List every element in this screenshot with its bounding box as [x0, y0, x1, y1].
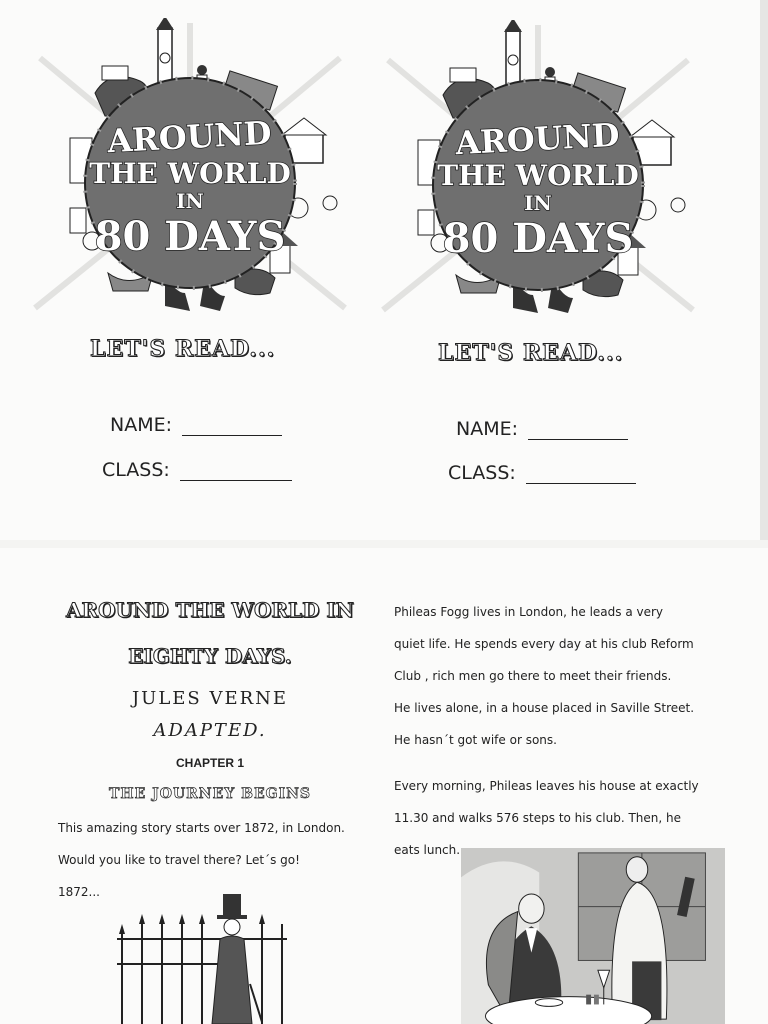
name-field-row [110, 414, 282, 436]
year-line: 1872... [58, 885, 100, 899]
emblem-line2: THE WORLD [89, 157, 291, 190]
class-field-row [448, 462, 636, 484]
emblem-line4: 80 DAYS [94, 213, 286, 260]
paragraph-line: He hasn´t got wife or sons. [394, 733, 557, 747]
emblem-line1: AROUND [106, 113, 273, 161]
class-field-row [102, 459, 292, 481]
name-label: NAME: [456, 418, 519, 440]
emblem-line1: AROUND [454, 115, 621, 163]
name-blank[interactable] [182, 419, 282, 436]
story-title-line1: AROUND THE WORLD IN [65, 598, 355, 622]
story-sheet [0, 548, 768, 1024]
paragraph-line: 11.30 and walks 576 steps to his club. Then, he [394, 811, 682, 825]
emblem-line3: IN [176, 189, 204, 213]
lets-read-heading: LET'S READ... [90, 336, 276, 362]
intro-line: This amazing story starts over 1872, in London. [58, 821, 345, 835]
paragraph-line: eats lunch. [394, 843, 461, 857]
intro-line: Would you like to travel there? Let´s go! [58, 853, 300, 867]
emblem-line3: IN [524, 191, 552, 215]
class-blank[interactable] [180, 464, 292, 481]
cover-right [378, 20, 698, 520]
name-label: NAME: [110, 414, 173, 436]
class-label: CLASS: [448, 462, 516, 484]
adapted-label: ADAPTED. [153, 720, 267, 741]
section-title: THE JOURNEY BEGINS [108, 786, 312, 802]
chapter-heading: CHAPTER 1 [175, 756, 244, 770]
lets-read-heading: LET'S READ... [438, 340, 624, 366]
page-fold [760, 0, 768, 540]
name-field-row [456, 418, 628, 440]
paragraph-line: Every morning, Phileas leaves his house at exactly [394, 779, 699, 793]
story-paragraph-1 [394, 596, 694, 756]
paragraph-line: He lives alone, in a house placed in Saville Street. [394, 701, 695, 715]
gentleman-gate-illustration [112, 894, 292, 1024]
class-blank[interactable] [526, 467, 636, 484]
emblem-line2: THE WORLD [437, 159, 639, 192]
name-blank[interactable] [528, 423, 628, 440]
club-lunch-illustration [458, 848, 728, 1024]
globe-emblem [378, 20, 698, 330]
author-name: JULES VERNE [131, 688, 289, 709]
paragraph-line: quiet life. He spends every day at his club Reform [394, 637, 694, 651]
class-label: CLASS: [102, 459, 170, 481]
story-title-line2: EIGHTY DAYS. [128, 644, 292, 668]
paragraph-line: Club , rich men go there to meet their friends. [394, 669, 672, 683]
emblem-line4: 80 DAYS [442, 215, 634, 262]
globe-emblem [30, 18, 350, 328]
paragraph-line: Phileas Fogg lives in London, he leads a very [394, 605, 664, 619]
cover-left [30, 18, 350, 518]
